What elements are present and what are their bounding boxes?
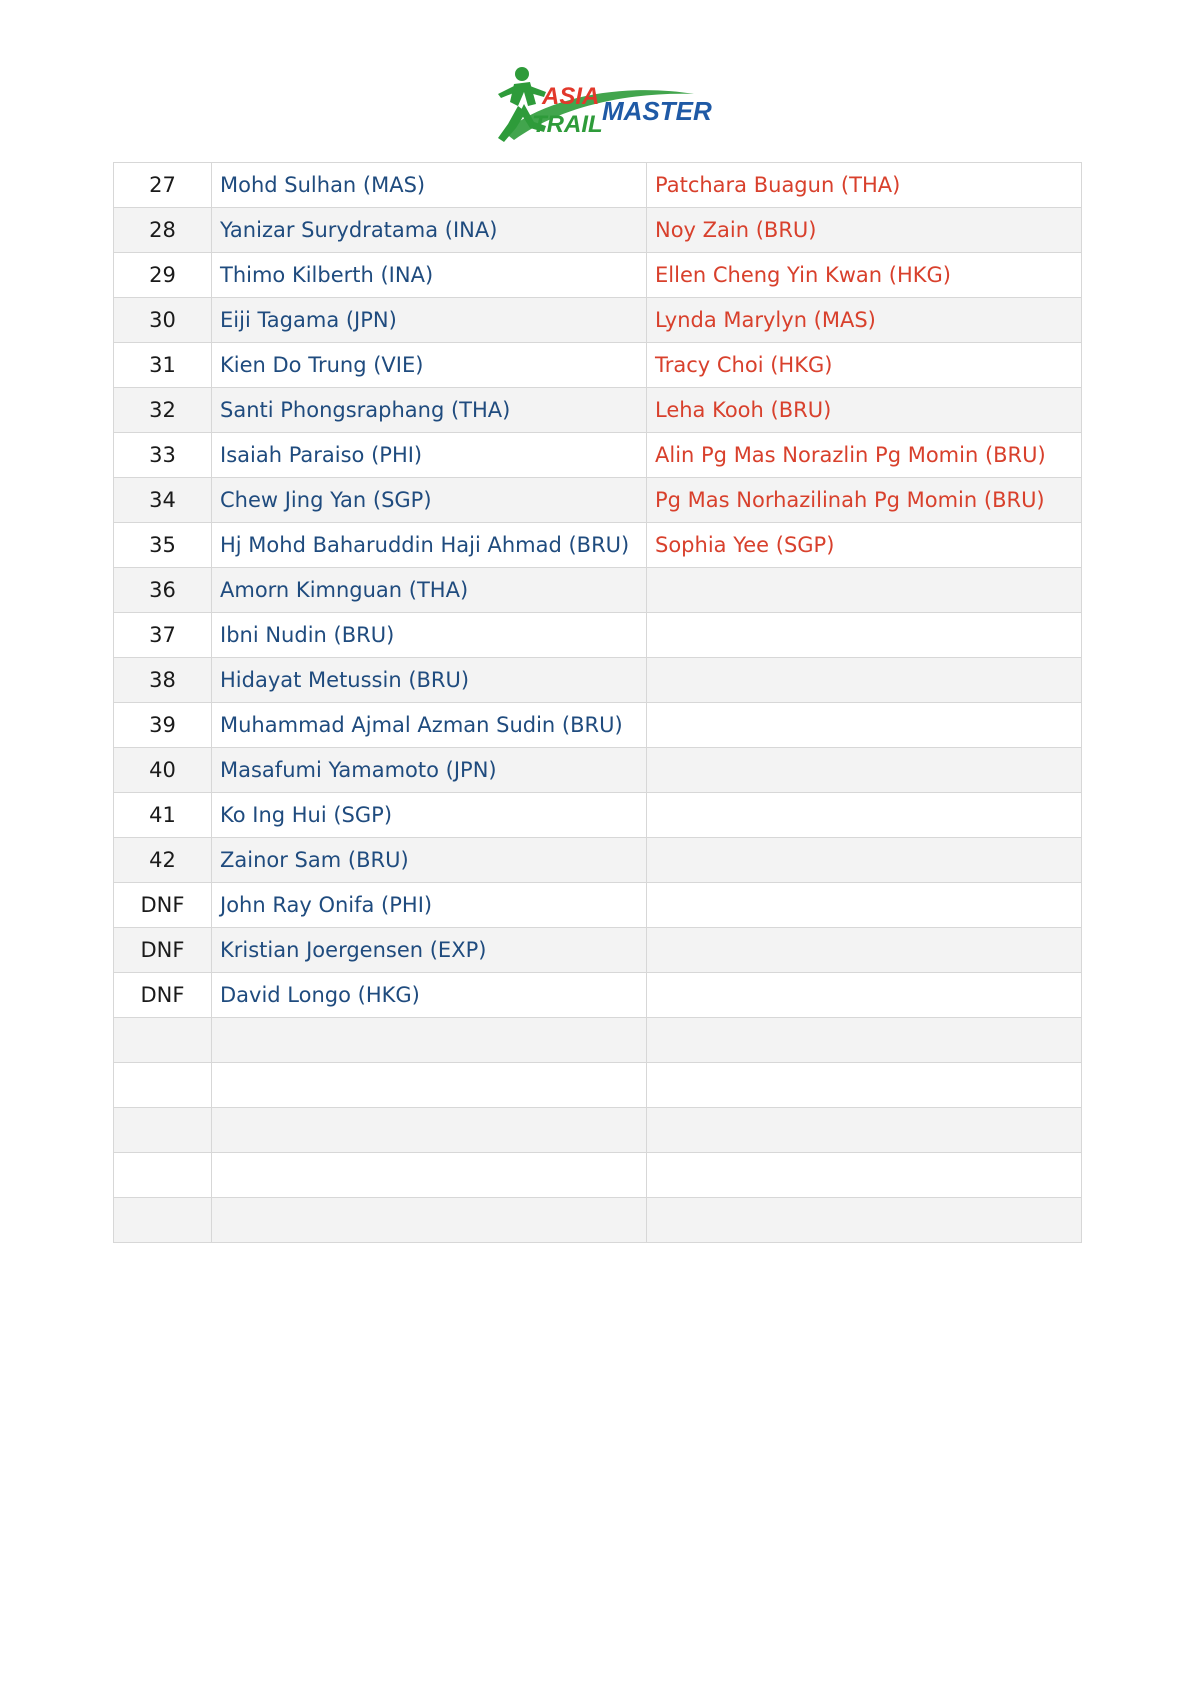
male-runner-cell: Muhammad Ajmal Azman Sudin (BRU) (212, 703, 647, 748)
female-runner-cell: Pg Mas Norhazilinah Pg Momin (BRU) (647, 478, 1082, 523)
male-runner-cell: Hj Mohd Baharuddin Haji Ahmad (BRU) (212, 523, 647, 568)
female-runner-cell: Sophia Yee (SGP) (647, 523, 1082, 568)
male-runner-cell: Ibni Nudin (BRU) (212, 613, 647, 658)
female-runner-cell (647, 1063, 1082, 1108)
table-row (114, 1153, 1082, 1198)
female-runner-cell: Noy Zain (BRU) (647, 208, 1082, 253)
table-row (114, 433, 1082, 478)
female-runner-cell (647, 928, 1082, 973)
table-row (114, 1018, 1082, 1063)
table-row (114, 1198, 1082, 1243)
rank-cell (114, 1198, 212, 1243)
logo-word-trail: TRAIL (532, 111, 603, 138)
rank-cell: 39 (114, 703, 212, 748)
rank-cell: 31 (114, 343, 212, 388)
rank-cell: 29 (114, 253, 212, 298)
rank-cell: 35 (114, 523, 212, 568)
rank-cell: 42 (114, 838, 212, 883)
male-runner-cell (212, 1063, 647, 1108)
table-row (114, 703, 1082, 748)
male-runner-cell (212, 1108, 647, 1153)
rank-cell: 36 (114, 568, 212, 613)
rank-cell: 34 (114, 478, 212, 523)
female-runner-cell (647, 793, 1082, 838)
table-row (114, 613, 1082, 658)
rank-cell: 37 (114, 613, 212, 658)
female-runner-cell: Patchara Buagun (THA) (647, 163, 1082, 208)
male-runner-cell (212, 1153, 647, 1198)
female-runner-cell (647, 838, 1082, 883)
rank-cell: 27 (114, 163, 212, 208)
male-runner-cell: Isaiah Paraiso (PHI) (212, 433, 647, 478)
male-runner-cell: John Ray Onifa (PHI) (212, 883, 647, 928)
asia-trail-master-logo (484, 62, 716, 162)
male-runner-cell: Hidayat Metussin (BRU) (212, 658, 647, 703)
rank-cell: 38 (114, 658, 212, 703)
table-row (114, 568, 1082, 613)
rank-cell: 41 (114, 793, 212, 838)
table-row (114, 343, 1082, 388)
rank-cell: DNF (114, 883, 212, 928)
male-runner-cell: Santi Phongsraphang (THA) (212, 388, 647, 433)
table-row (114, 838, 1082, 883)
rank-cell: 40 (114, 748, 212, 793)
male-runner-cell (212, 1198, 647, 1243)
table-row (114, 1063, 1082, 1108)
male-runner-cell: Kien Do Trung (VIE) (212, 343, 647, 388)
male-runner-cell: Masafumi Yamamoto (JPN) (212, 748, 647, 793)
table-row (114, 478, 1082, 523)
table-row (114, 973, 1082, 1018)
table-row (114, 748, 1082, 793)
female-runner-cell (647, 973, 1082, 1018)
table-row (114, 928, 1082, 973)
table-row (114, 1108, 1082, 1153)
male-runner-cell (212, 1018, 647, 1063)
logo-word-asia: ASIA (542, 83, 600, 110)
female-runner-cell (647, 613, 1082, 658)
male-runner-cell: Zainor Sam (BRU) (212, 838, 647, 883)
male-runner-cell: Chew Jing Yan (SGP) (212, 478, 647, 523)
table-row (114, 883, 1082, 928)
rank-cell (114, 1108, 212, 1153)
logo-word-master: MASTER (602, 96, 712, 126)
table-row (114, 253, 1082, 298)
table-row (114, 388, 1082, 433)
results-table (113, 162, 1082, 1243)
rank-cell (114, 1153, 212, 1198)
male-runner-cell: Eiji Tagama (JPN) (212, 298, 647, 343)
female-runner-cell (647, 883, 1082, 928)
table-row (114, 793, 1082, 838)
rank-cell: 32 (114, 388, 212, 433)
female-runner-cell (647, 703, 1082, 748)
female-runner-cell: Tracy Choi (HKG) (647, 343, 1082, 388)
male-runner-cell: Mohd Sulhan (MAS) (212, 163, 647, 208)
rank-cell: 28 (114, 208, 212, 253)
rank-cell: 30 (114, 298, 212, 343)
female-runner-cell (647, 1108, 1082, 1153)
male-runner-cell: David Longo (HKG) (212, 973, 647, 1018)
table-row (114, 523, 1082, 568)
rank-cell: 33 (114, 433, 212, 478)
female-runner-cell (647, 658, 1082, 703)
female-runner-cell (647, 1018, 1082, 1063)
female-runner-cell (647, 1198, 1082, 1243)
table-row (114, 658, 1082, 703)
female-runner-cell: Alin Pg Mas Norazlin Pg Momin (BRU) (647, 433, 1082, 478)
male-runner-cell: Ko Ing Hui (SGP) (212, 793, 647, 838)
female-runner-cell: Ellen Cheng Yin Kwan (HKG) (647, 253, 1082, 298)
rank-cell: DNF (114, 928, 212, 973)
male-runner-cell: Amorn Kimnguan (THA) (212, 568, 647, 613)
rank-cell (114, 1063, 212, 1108)
female-runner-cell: Leha Kooh (BRU) (647, 388, 1082, 433)
male-runner-cell: Thimo Kilberth (INA) (212, 253, 647, 298)
rank-cell (114, 1018, 212, 1063)
table-row (114, 298, 1082, 343)
female-runner-cell (647, 1153, 1082, 1198)
male-runner-cell: Yanizar Surydratama (INA) (212, 208, 647, 253)
rank-cell: DNF (114, 973, 212, 1018)
female-runner-cell: Lynda Marylyn (MAS) (647, 298, 1082, 343)
male-runner-cell: Kristian Joergensen (EXP) (212, 928, 647, 973)
table-row (114, 208, 1082, 253)
female-runner-cell (647, 748, 1082, 793)
table-row (114, 163, 1082, 208)
female-runner-cell (647, 568, 1082, 613)
